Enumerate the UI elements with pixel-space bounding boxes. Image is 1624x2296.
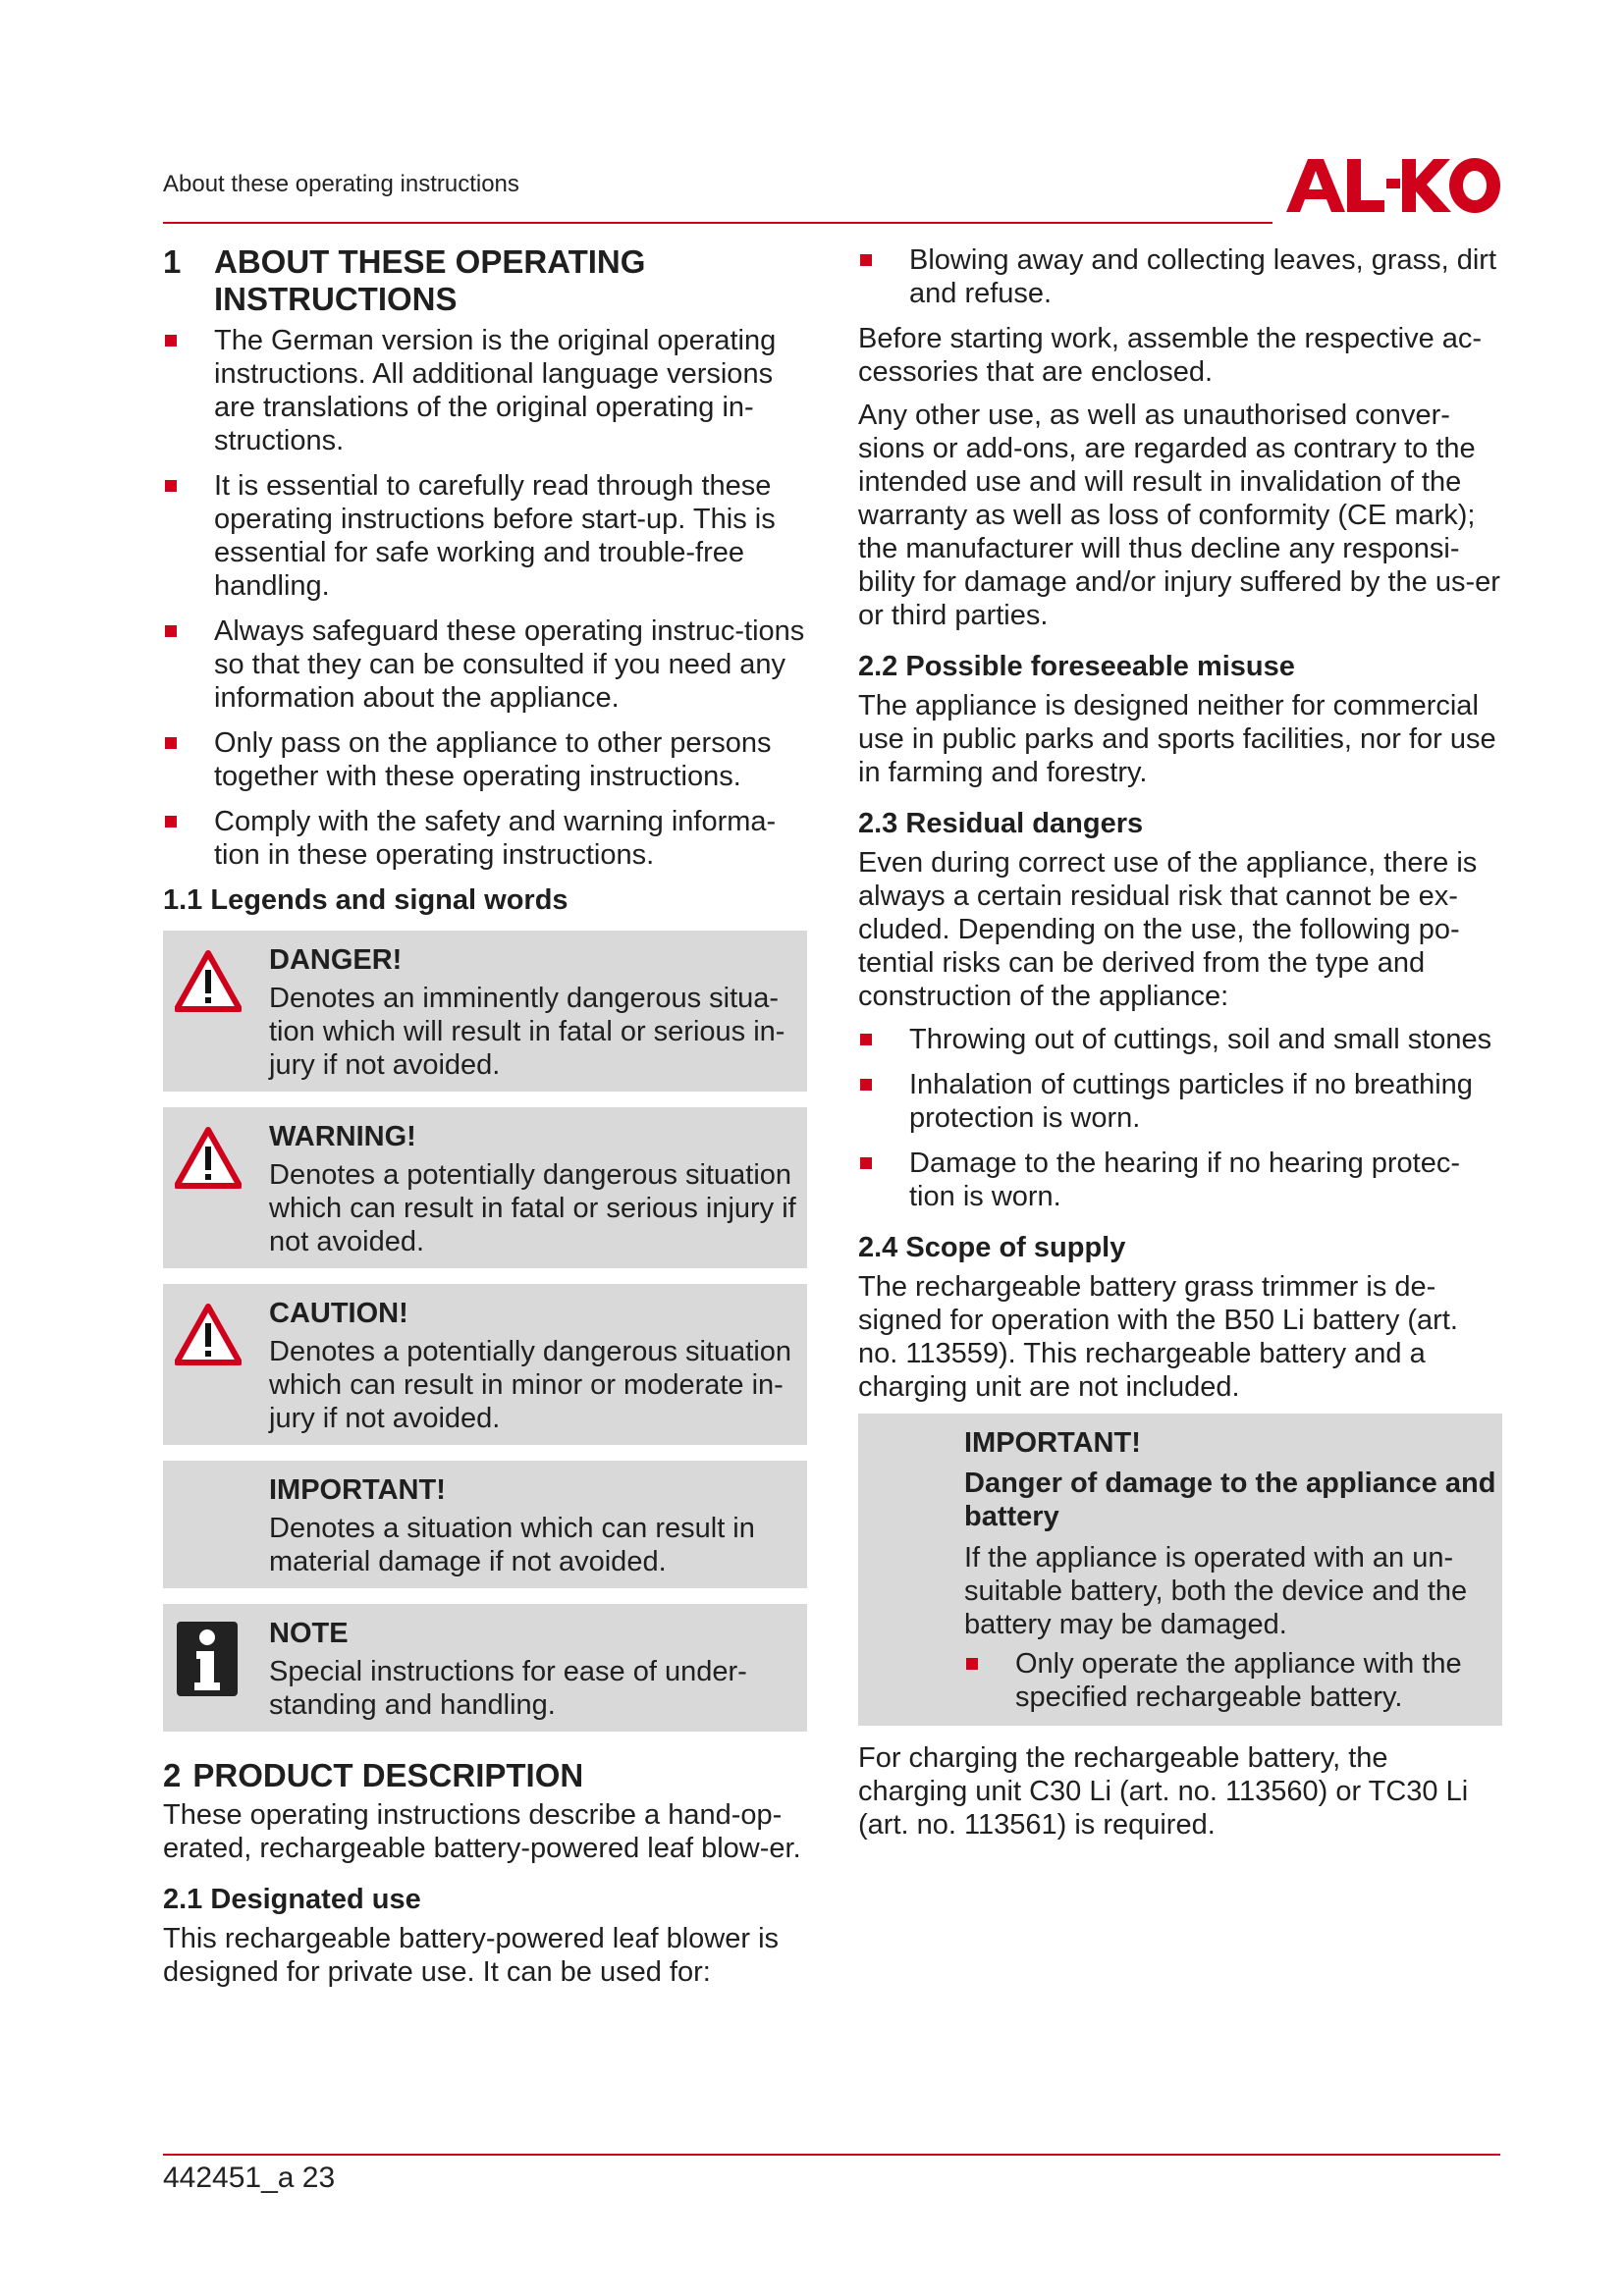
warning-triangle-icon [175, 1304, 242, 1366]
bullet-square-icon [165, 625, 177, 637]
list-item: Always safeguard these operating instruc-tions so that they can be consulted if you need any information about the appliance. [163, 614, 807, 715]
use-bullet-list [858, 243, 1502, 310]
residual-danger-list [858, 1023, 1502, 1213]
section-2-2-heading: 2.2 Possible foreseeable misuse [858, 651, 1295, 682]
list-item: Only pass on the appliance to other persons together with these operating instructions. [163, 726, 807, 793]
section-2-1-text: This rechargeable battery-powered leaf blower is designed for private use. It can be used for: [163, 1923, 780, 1988]
alko-logo [1286, 155, 1500, 216]
info-icon [177, 1622, 238, 1696]
list-item: It is essential to carefully read through these operating instructions before start-up. This is essential for safe working and trouble-free handling. [163, 469, 807, 603]
bullet-square-icon [860, 254, 872, 266]
header-title: About these operating instructions [163, 171, 519, 197]
section-2-4-heading: 2.4 Scope of supply [858, 1232, 1126, 1263]
section-2-1-heading: 2.1 Designated use [163, 1884, 421, 1915]
list-item: Throwing out of cuttings, soil and small stones [858, 1023, 1502, 1056]
bullet-square-icon [165, 335, 177, 347]
important-battery-box [858, 1414, 1502, 1726]
warning-triangle-icon [175, 1127, 242, 1190]
box-text: Denotes an imminently dangerous situa-tion which will result in fatal or serious in-jury if not avoided. [269, 983, 785, 1081]
box-title: CAUTION! [269, 1298, 408, 1329]
section-2-text: These operating instructions describe a hand-op-erated, rechargeable battery-powered leaf blow-er. [163, 1799, 801, 1864]
warning-triangle-icon [175, 950, 242, 1013]
bullet-square-icon [165, 480, 177, 492]
list-item: Comply with the safety and warning informa-tion in these operating instructions. [163, 805, 807, 872]
bullet-square-icon [165, 816, 177, 828]
box-subtitle: Danger of damage to the appliance and battery [964, 1468, 1496, 1532]
box-text: If the appliance is operated with an un-suitable battery, both the device and the battery may be damaged. [964, 1542, 1468, 1640]
note-box [163, 1604, 807, 1732]
bullet-square-icon [860, 1034, 872, 1045]
page-footer: 442451_a 23 [163, 2162, 336, 2194]
list-item: Inhalation of cuttings particles if no breathing protection is worn. [858, 1068, 1502, 1135]
box-title: IMPORTANT! [269, 1474, 446, 1506]
paragraph: Any other use, as well as unauthorised conver-sions or add-ons, are regarded as contrary to the intended use and will result in invalidation of the warranty as well as loss of conformity (CE mark); the manufacturer will thus decline any responsi-bility for damage and/or injury suffered by the us-er or third parties. [858, 400, 1500, 631]
page-header [163, 167, 1272, 224]
bullet-square-icon [860, 1157, 872, 1169]
list-item: The German version is the original operating instructions. All additional language versions are translations of the original operating in-structions. [163, 324, 807, 457]
section-2-4-text: The rechargeable battery grass trimmer is de-signed for operation with the B50 Li battery (art. no. 113559). This rechargeable battery and a charging unit are not included. [858, 1271, 1458, 1403]
section-1-title-line1: ABOUT THESE OPERATING [214, 243, 646, 280]
box-text: Denotes a situation which can result in material damage if not avoided. [269, 1513, 755, 1577]
warning-box [163, 1107, 807, 1268]
box-title: DANGER! [269, 944, 403, 976]
section-1-heading: 1 ABOUT THESE OPERATING INSTRUCTIONS [163, 243, 646, 317]
bullet-square-icon [165, 737, 177, 749]
important-box [163, 1461, 807, 1588]
list-item: Only operate the appliance with the specified rechargeable battery. [964, 1647, 1502, 1714]
section-1-title-line2: INSTRUCTIONS [214, 281, 458, 317]
section-1-bullet-list [163, 324, 807, 872]
section-2-3-text: Even during correct use of the appliance, there is always a certain residual risk that cannot be ex-cluded. Depending on the use, the following po-tential risks can be derived from the type and construction of the appliance: [858, 847, 1478, 1012]
paragraph: Before starting work, assemble the respective ac-cessories that are enclosed. [858, 323, 1483, 388]
box-text: Denotes a potentially dangerous situation which can result in fatal or serious injury if not avoided. [269, 1159, 796, 1257]
box-title: IMPORTANT! [964, 1427, 1141, 1459]
bullet-square-icon [966, 1658, 978, 1670]
right-column [858, 243, 1502, 1851]
paragraph: For charging the rechargeable battery, the charging unit C30 Li (art. no. 113560) or TC30 Li (art. no. 113561) is required. [858, 1742, 1469, 1841]
section-2-title: PRODUCT DESCRIPTION [192, 1757, 584, 1793]
left-column [163, 243, 807, 1999]
danger-box [163, 931, 807, 1092]
section-2-3-heading: 2.3 Residual dangers [858, 808, 1144, 839]
section-1-1-heading: 1.1 Legends and signal words [163, 884, 568, 916]
section-2-heading: 2 PRODUCT DESCRIPTION [163, 1757, 584, 1793]
footer-divider [163, 2154, 1500, 2156]
caution-box [163, 1284, 807, 1445]
list-item: Blowing away and collecting leaves, grass, dirt and refuse. [858, 243, 1502, 310]
box-text: Denotes a potentially dangerous situation which can result in minor or moderate in-jury if not avoided. [269, 1336, 792, 1434]
header-divider [163, 222, 1272, 224]
box-title: WARNING! [269, 1121, 416, 1152]
box-bullet-list [964, 1647, 1502, 1714]
list-item: Damage to the hearing if no hearing protec-tion is worn. [858, 1147, 1502, 1213]
bullet-square-icon [860, 1079, 872, 1091]
section-2-2-text: The appliance is designed neither for commercial use in public parks and sports facilities, nor for use in farming and forestry. [858, 690, 1496, 788]
box-title: NOTE [269, 1618, 349, 1649]
box-text: Special instructions for ease of under-standing and handling. [269, 1656, 747, 1721]
